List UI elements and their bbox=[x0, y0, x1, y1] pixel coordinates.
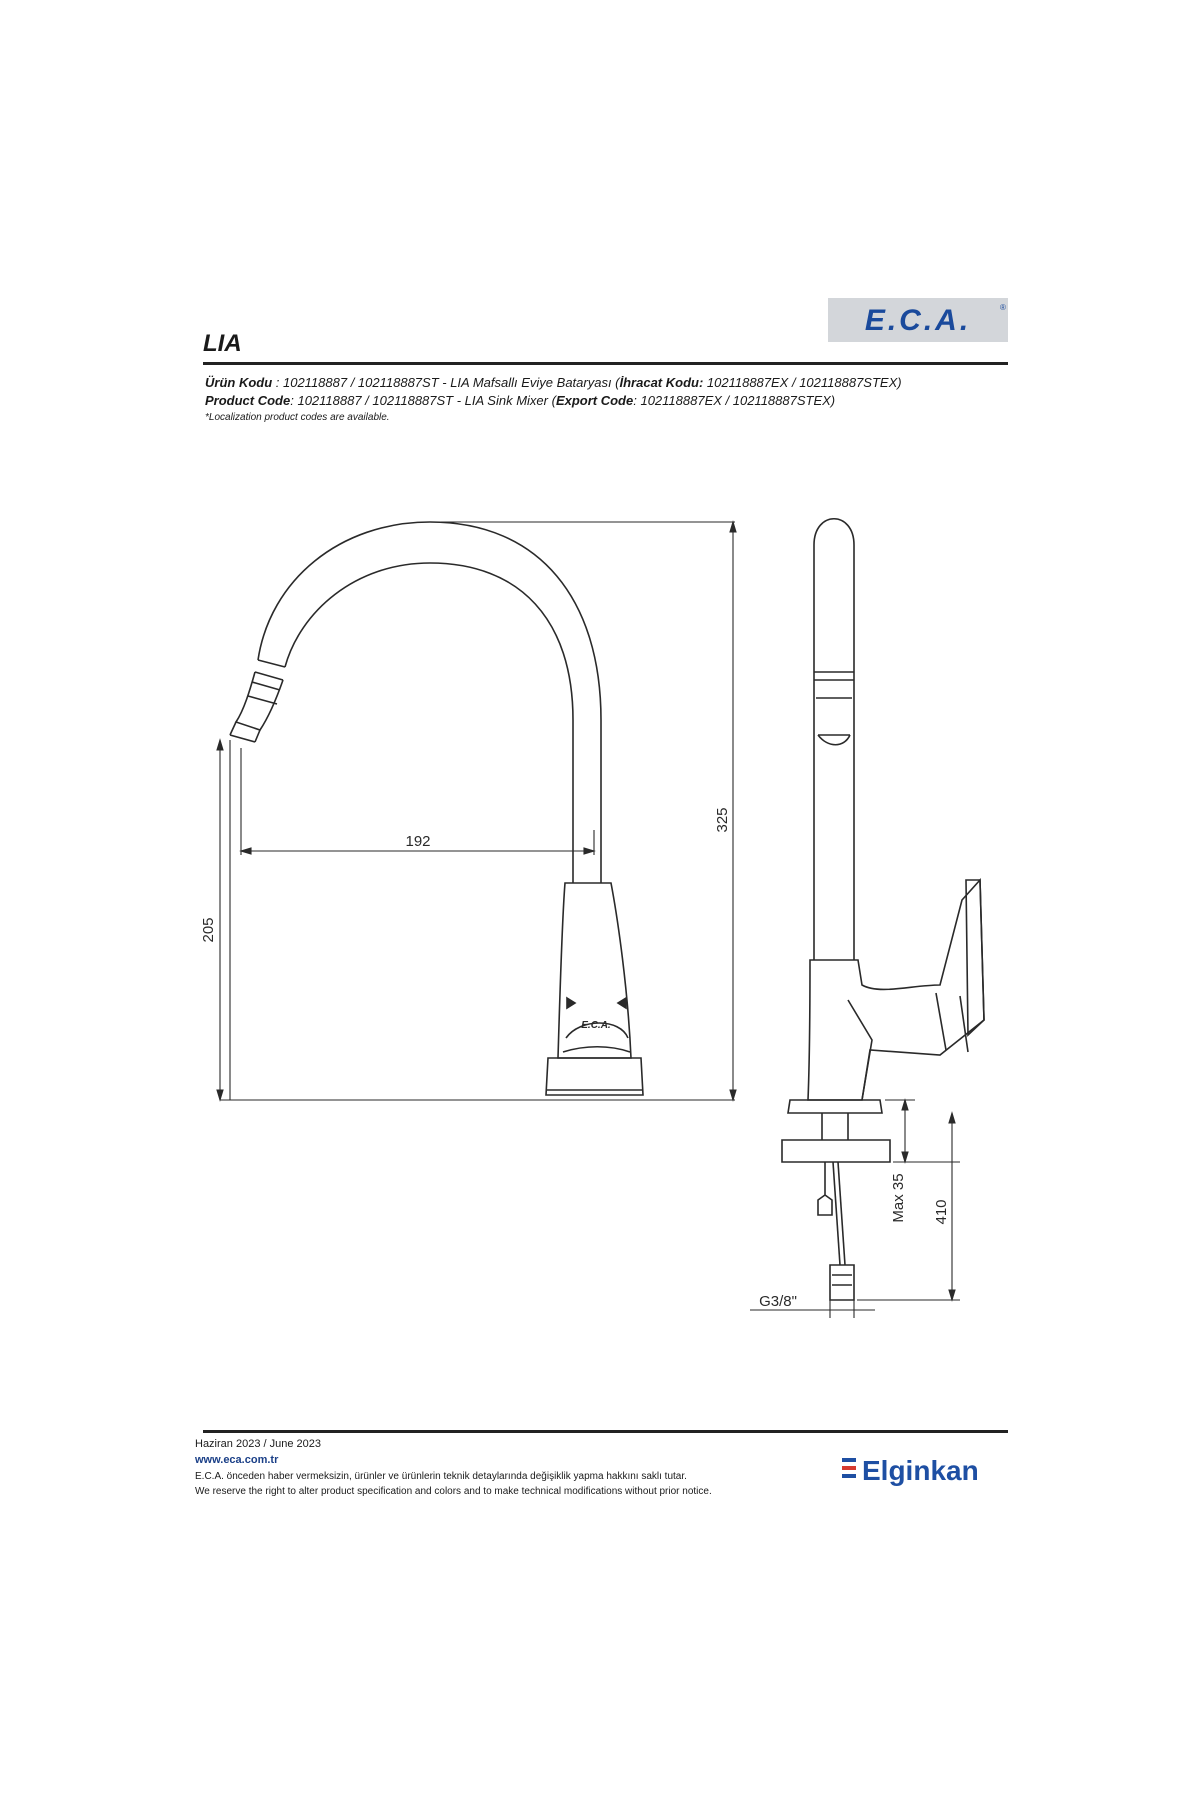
eca-logo bbox=[828, 298, 1008, 342]
front-dimensions bbox=[217, 522, 736, 1100]
header-divider bbox=[203, 362, 1008, 365]
elginkan-logo-text: Elginkan bbox=[862, 1455, 979, 1486]
export-code-en-label: Export Code bbox=[555, 393, 634, 408]
dim-connection: G3/8" bbox=[759, 1293, 797, 1310]
side-dimensions bbox=[750, 1100, 960, 1318]
front-view bbox=[230, 522, 643, 1095]
footer-divider bbox=[203, 1430, 1008, 1433]
export-code-tr-label: İhracat Kodu: bbox=[619, 375, 704, 390]
product-code-en bbox=[205, 393, 835, 408]
footer-disclaimer-en: We reserve the right to alter product specification and colors and to make technical modifications without prior notice. bbox=[195, 1486, 712, 1497]
footer-disclaimer-tr: E.C.A. önceden haber vermeksizin, ürünler ve ürünlerin teknik detaylarında değişiklik yapma hakkını saklı tutar. bbox=[195, 1471, 687, 1482]
export-code-en-value: : 102118887EX / 102118887STEX) bbox=[633, 393, 836, 408]
faucet-badge: E.C.A. bbox=[581, 1020, 611, 1031]
product-code-tr bbox=[205, 375, 902, 390]
dim-outlet-height: 205 bbox=[200, 917, 217, 943]
page-title: LIA bbox=[203, 330, 242, 357]
elginkan-logo-mark bbox=[842, 1458, 856, 1462]
dim-hose-length: 410 bbox=[933, 1199, 950, 1225]
side-view bbox=[782, 519, 984, 1300]
dim-spout-reach: 192 bbox=[405, 833, 431, 850]
eca-logo-text: E.C.A. bbox=[864, 304, 972, 337]
footer-website-link[interactable]: www.eca.com.tr bbox=[195, 1454, 279, 1466]
dim-max-counter: Max 35 bbox=[890, 1173, 907, 1223]
footer-date: Haziran 2023 / June 2023 bbox=[195, 1438, 321, 1450]
technical-drawing bbox=[200, 500, 1000, 1340]
localization-note: *Localization product codes are available. bbox=[205, 412, 390, 423]
product-code-tr-value: : 102118887 / 102118887ST - LIA Mafsallı Eviye Bataryası ( bbox=[272, 375, 620, 390]
product-code-en-label: Product Code bbox=[205, 393, 291, 408]
dim-total-height: 325 bbox=[714, 807, 731, 833]
product-code-tr-label: Ürün Kodu bbox=[205, 375, 273, 390]
product-code-en-value: : 102118887 / 102118887ST - LIA Sink Mixer ( bbox=[290, 393, 556, 408]
export-code-tr-value: 102118887EX / 102118887STEX) bbox=[703, 375, 902, 390]
svg-text:®: ® bbox=[1000, 303, 1006, 312]
elginkan-logo bbox=[840, 1446, 1010, 1496]
